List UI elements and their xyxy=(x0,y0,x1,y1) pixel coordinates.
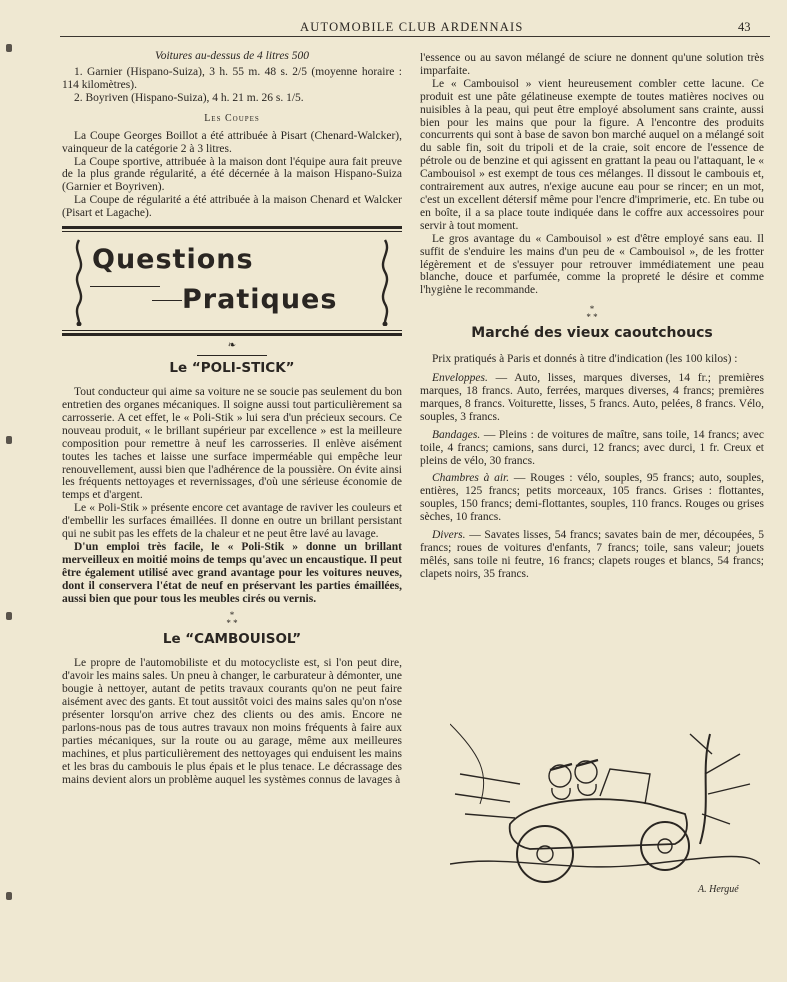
result-2: 2. Boyriven (Hispano-Suiza), 4 h. 21 m. 26 s. 1/5. xyxy=(74,91,304,104)
fleuron-icon: ❧ xyxy=(227,340,237,352)
marche-intro: Prix pratiqués à Paris et donnés à titre d'indication (les 100 kilos) : xyxy=(432,353,738,366)
banner-rule xyxy=(62,330,402,331)
coupes-heading: Les Coupes xyxy=(204,112,260,124)
marche-item-label: Enveloppes. xyxy=(432,372,488,385)
margin-mark xyxy=(6,44,12,52)
signature: A. Hergué xyxy=(698,884,739,895)
poli-paragraph: Tout conducteur qui aime sa voiture ne se soucie pas seulement du bon entretien des organes mécaniques. Il soigne aussi tout particulièrement sa carrosserie. A cet effet, le « Poli-Stik » lui sera d'un précieux secours. Ce nouveau produit, « le brillant supérieur par excellence » est la meilleure composition pour remettre à neuf les carrosseries. Il enlève aisément toutes les taches et laisse une surface imperméable qui empêche leur renouvellement, aussi bien que l'adhérence de la poussière. On évite ainsi les fréquents nettoyages et revernissages, d'où une sérieuse économie de temps et d'argent. xyxy=(62,386,402,502)
section-separator xyxy=(197,355,267,356)
poli-stick-heading: Le “POLI-STICK” xyxy=(169,360,295,377)
marche-item-text: — Auto, lisses, marques diverses, 14 fr.; premières marques, 18 francs. Auto, ferrées, marques diverses, 4 francs; premières marques, 8 francs. Voiturette, lisses, 5 francs. Auto, pelées, 8 francs. Vélo, souples, 3 francs. xyxy=(420,372,764,423)
banner-swash xyxy=(152,300,182,301)
cambouisol-continued: Le « Cambouisol » vient heureusement combler cette lacune. Ce produit est une pâte gélatineuse exempte de toutes matières nocives ou nuisibles à la peau, qui peut être employé absolument sans crainte, aussi bien pour les mains que pour la figure. A l'encontre des produits concurrents qui sont à base de savon bon marché auquel on a mélangé soit du sable fin, soit du tripoli et de la craie, soit encore de l'essence de pétrole ou de benzine et qui agissent en grattant la peau ou l'attaquant, le « Cambouisol » est exempt de tous ces mélanges. Il dissout le cambouis et, contrairement aux autres, n'exige aucune eau pour se rincer; en un mot, c'est un excellent détersif même pour l'encre d'imprimerie, etc. En tube ou en boîte, il a sa place toute indiquée dans le coffre aux accessoires pour servir à tout moment. xyxy=(420,77,764,232)
cambouisol-continued: l'essence ou au savon mélangé de sciure ne donnent qu'une solution très imparfaite. xyxy=(420,52,764,77)
marche-item xyxy=(420,372,764,424)
page-number: 43 xyxy=(738,20,751,34)
header-rule xyxy=(60,36,770,37)
running-title: AUTOMOBILE CLUB ARDENNAIS xyxy=(300,20,524,34)
asterism: * * * xyxy=(586,304,598,323)
asterism: * * * xyxy=(226,610,238,629)
marche-item xyxy=(420,472,764,524)
banner-swash xyxy=(90,286,160,287)
coupe-paragraph: La Coupe Georges Boillot a été attribuée à Pisart (Chenard-Walcker), vainqueur de la catégorie 2 à 3 litres. xyxy=(62,129,402,155)
ornament-icon xyxy=(68,238,90,326)
ornament-icon xyxy=(374,238,396,326)
banner-line-2: Pratiques xyxy=(182,284,338,316)
right-column xyxy=(420,52,764,581)
margin-mark xyxy=(6,436,12,444)
poli-paragraph: Le « Poli-Stik » présente encore cet avantage de raviver les couleurs et d'embellir les surfaces émaillées. Il donne en outre un brillant persistant qui ne subit pas les effets de la chaleur et ne peut être lavé au lavage. xyxy=(62,502,402,541)
cambouisol-heading: Le “CAMBOUISOL” xyxy=(162,631,302,648)
marche-item xyxy=(420,529,764,581)
cambouisol-continued: Le gros avantage du « Cambouisol » est d'être employé sans eau. Il suffit de s'enduire les mains d'un peu de « Cambouisol », de les frotter légèrement et de s'essuyer pour retrouver immédiatement une peau blanche, douce et parfumée, comme la propreté le désire et comme l'hygiène le recommande. xyxy=(420,232,764,297)
page-header xyxy=(0,14,787,34)
margin-mark xyxy=(6,612,12,620)
marche-heading: Marché des vieux caoutchoucs xyxy=(471,325,713,342)
left-column xyxy=(62,46,402,787)
banner-line-1: Questions xyxy=(92,244,254,276)
car-illustration xyxy=(450,714,760,904)
coupe-paragraph: La Coupe de régularité a été attribuée à la maison Chenard et Walcker (Pisart et Lagache). xyxy=(62,194,402,220)
marche-item-text: — Savates lisses, 54 francs; savates bain de mer, découpées, 5 francs; roues de voitures d'enfants, 7 francs; toile, sans valeur; jouets mêlés, sans toile ni feutre, 16 francs; clapets rouges et blancs, 54 francs; clapets noirs, 35 francs. xyxy=(420,529,764,580)
cambouisol-paragraph: Le propre de l'automobiliste et du motocycliste est, si l'on peut dire, d'avoir les mains sales. Un pneu à changer, le carburateur à démonter, une bougie à nettoyer, autant de petits travaux courants qu'on ne peut faire aisément avec des gants. Et tout aussitôt voici des mains sales qu'on n'ose présenter lorsqu'on arrive chez des clients ou des amis. Encore ne parlons-nous pas de tous autres travaux non moins fréquents à faire aux parties mécaniques, sur la route ou au garage, même aux meilleures machines, et plus particulièrement des nettoyages qui enduisent les mains et les bras du cambouis le plus épais et le plus tenace. Le décrassage des mains devient alors un problème auquel les systèmes connus de lavages à xyxy=(62,657,402,786)
questions-pratiques-banner xyxy=(62,226,402,338)
poli-paragraph: D'un emploi très facile, le « Poli-Stik » donne un brillant merveilleux en moitié moins de temps qu'avec un encaustique. Il peut être également utilisé avec grand avantage pour les voitures neuves, dont il conservera l'état de neuf en préservant les parties émaillées, aussi bien que pour tous les meubles cirés ou vernis. xyxy=(62,540,402,605)
coupe-paragraph: La Coupe sportive, attribuée à la maison dont l'équipe aura fait preuve de la plus grande régularité, a été décernée à la maison Hispano-Suiza (Garnier et Boyriven). xyxy=(62,155,402,194)
marche-item-label: Bandages. xyxy=(432,428,481,441)
marche-item xyxy=(420,429,764,468)
category-title: Voitures au-dessus de 4 litres 500 xyxy=(154,50,310,62)
banner-rule xyxy=(62,231,402,232)
marche-item-text: — Rouges : vélo, souples, 95 francs; auto, souples, entières, 125 francs; petits morceaux, 105 francs. Grises : flottantes, souples, 150 francs; demi-flottantes, souples, 110 francs. Rouges ou grises sèches, 10 francs. xyxy=(420,472,764,524)
marche-item-label: Chambres à air. xyxy=(432,472,510,485)
result-1: 1. Garnier (Hispano-Suiza), 3 h. 55 m. 48 s. 2/5 (moyenne horaire : 114 kilomètres). xyxy=(62,66,402,91)
banner-rule xyxy=(62,226,402,229)
marche-item-label: Divers. xyxy=(432,529,466,542)
marche-item-text: — Pleins : de voitures de maître, sans toile, 14 francs; avec toile, 4 francs; camions, sans durci, 12 francs; avec durci, 1 fr. Creux et pleins de vélo, 30 francs. xyxy=(420,428,764,467)
margin-mark xyxy=(6,892,12,900)
banner-rule xyxy=(62,333,402,336)
